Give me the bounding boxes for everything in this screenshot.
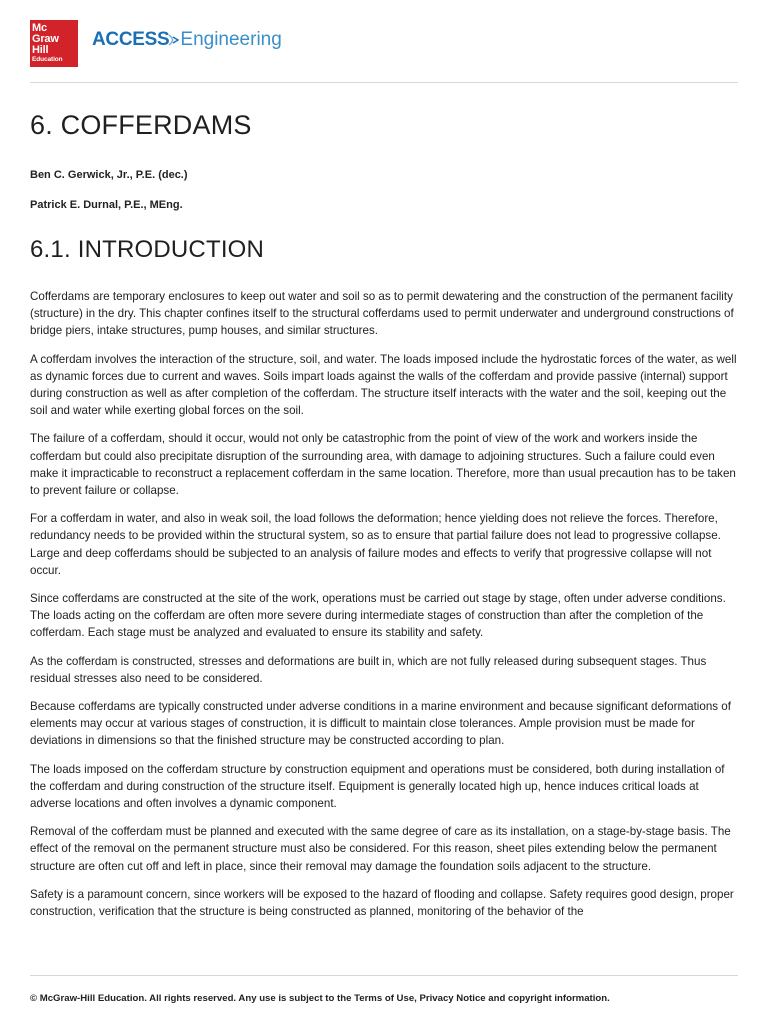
author-name: Patrick E. Durnal, P.E., MEng. <box>30 199 183 211</box>
brand-access-text: ACCESS <box>92 29 170 50</box>
paragraph: Since cofferdams are constructed at the site of the work, operations must be carried out stage by stage, often under adverse conditions. The loads acting on the cofferdam are often more severe during intermediate stages of construction than after the completion of the cofferdam. Each stage must be analyzed and evaluated to ensure its stability and safety. <box>30 592 726 640</box>
paragraph: Cofferdams are temporary enclosures to keep out water and soil so as to permit dewatering and the construction of the permanent facility (structure) in the dry. This chapter confines itself to the structural cofferdams used to permit underwater and underground constructions of bridge piers, intake structures, pump houses, and similar structures. <box>30 290 734 338</box>
logo-line-2: Graw <box>32 33 59 45</box>
copyright-notice: © McGraw-Hill Education. All rights reserved. Any use is subject to the Terms of Use, Privacy Notice and copyright information. <box>30 993 610 1004</box>
document-body <box>30 108 738 931</box>
paragraph: Removal of the cofferdam must be planned and executed with the same degree of care as its installation, on a stage-by-stage basis. The effect of the removal on the permanent structure must also be considered. For this reason, sheet piles extending below the permanent structure are often cut off and left in place, since their removal may damage the foundation soils adjacent to the structure. <box>30 825 731 873</box>
paragraph: As the cofferdam is constructed, stresses and deformations are built in, which are not fully released during subsequent stages. Thus residual stresses also need to be considered. <box>30 654 707 685</box>
author-name: Ben C. Gerwick, Jr., P.E. (dec.) <box>30 169 188 181</box>
brand-arrow-icon <box>168 33 180 47</box>
paragraph: The loads imposed on the cofferdam structure by construction equipment and operations must be considered, both during installation of the cofferdam and during construction of the structure itself. Equipment is generally located high up, hence induces critical loads at adverse locations and often involves a dynamic component. <box>30 762 725 811</box>
chapter-title: 6. COFFERDAMS <box>30 110 252 140</box>
brand-engineering-text: Engineering <box>180 29 282 50</box>
mcgraw-hill-logo[interactable] <box>30 20 78 67</box>
logo-line-3: Hill <box>32 44 49 56</box>
page-header <box>30 20 738 83</box>
page-footer <box>30 975 738 1005</box>
paragraph: A cofferdam involves the interaction of the structure, soil, and water. The loads imposed include the hydrostatic forces of the water, as well as dynamic forces due to current and waves. Soils impart loads against the walls of the cofferdam and provide passive (internal) support during construction as well as after completion of the cofferdam. The structure itself interacts with the water and the soil, keeping out the soil and water while exerting global forces on the soil. <box>30 352 737 418</box>
section-paragraphs <box>30 288 738 920</box>
logo-line-4: Education <box>32 56 63 63</box>
logo-line-1: Mc <box>32 22 47 34</box>
section-title: 6.1. INTRODUCTION <box>30 236 265 263</box>
paragraph: The failure of a cofferdam, should it occur, would not only be catastrophic from the point of view of the work and workers inside the cofferdam but could also precipitate disruption of the surrounding area, with damage to adjoining structures. Such a failure could even make it impracticable to reconstruct a replacement cofferdam in the same location. Therefore, more than usual precaution has to be taken to prevent failure or collapse. <box>30 432 736 498</box>
paragraph: Because cofferdams are typically constructed under adverse conditions in a marine environment and because significant deformations of elements may occur at various stages of construction, it is difficult to maintain close tolerances. Ample provision must be made for deviations in dimensions so that the finished structure may be constructed according to plan. <box>30 700 731 748</box>
paragraph: For a cofferdam in water, and also in weak soil, the load follows the deformation; hence yielding does not relieve the forces. Therefore, redundancy needs to be provided within the structural system, so as to ensure that partial failure does not lead to progressive collapse. Large and deep cofferdams should be subjected to an analysis of failure modes and effects to verify that progressive collapse will not occur. <box>30 512 721 577</box>
paragraph: Safety is a paramount concern, since workers will be exposed to the hazard of flooding and collapse. Safety requires good design, proper construction, verification that the structure is being constructed as planned, monitoring of the behavior of the <box>30 887 734 919</box>
access-engineering-logo[interactable] <box>92 30 282 49</box>
